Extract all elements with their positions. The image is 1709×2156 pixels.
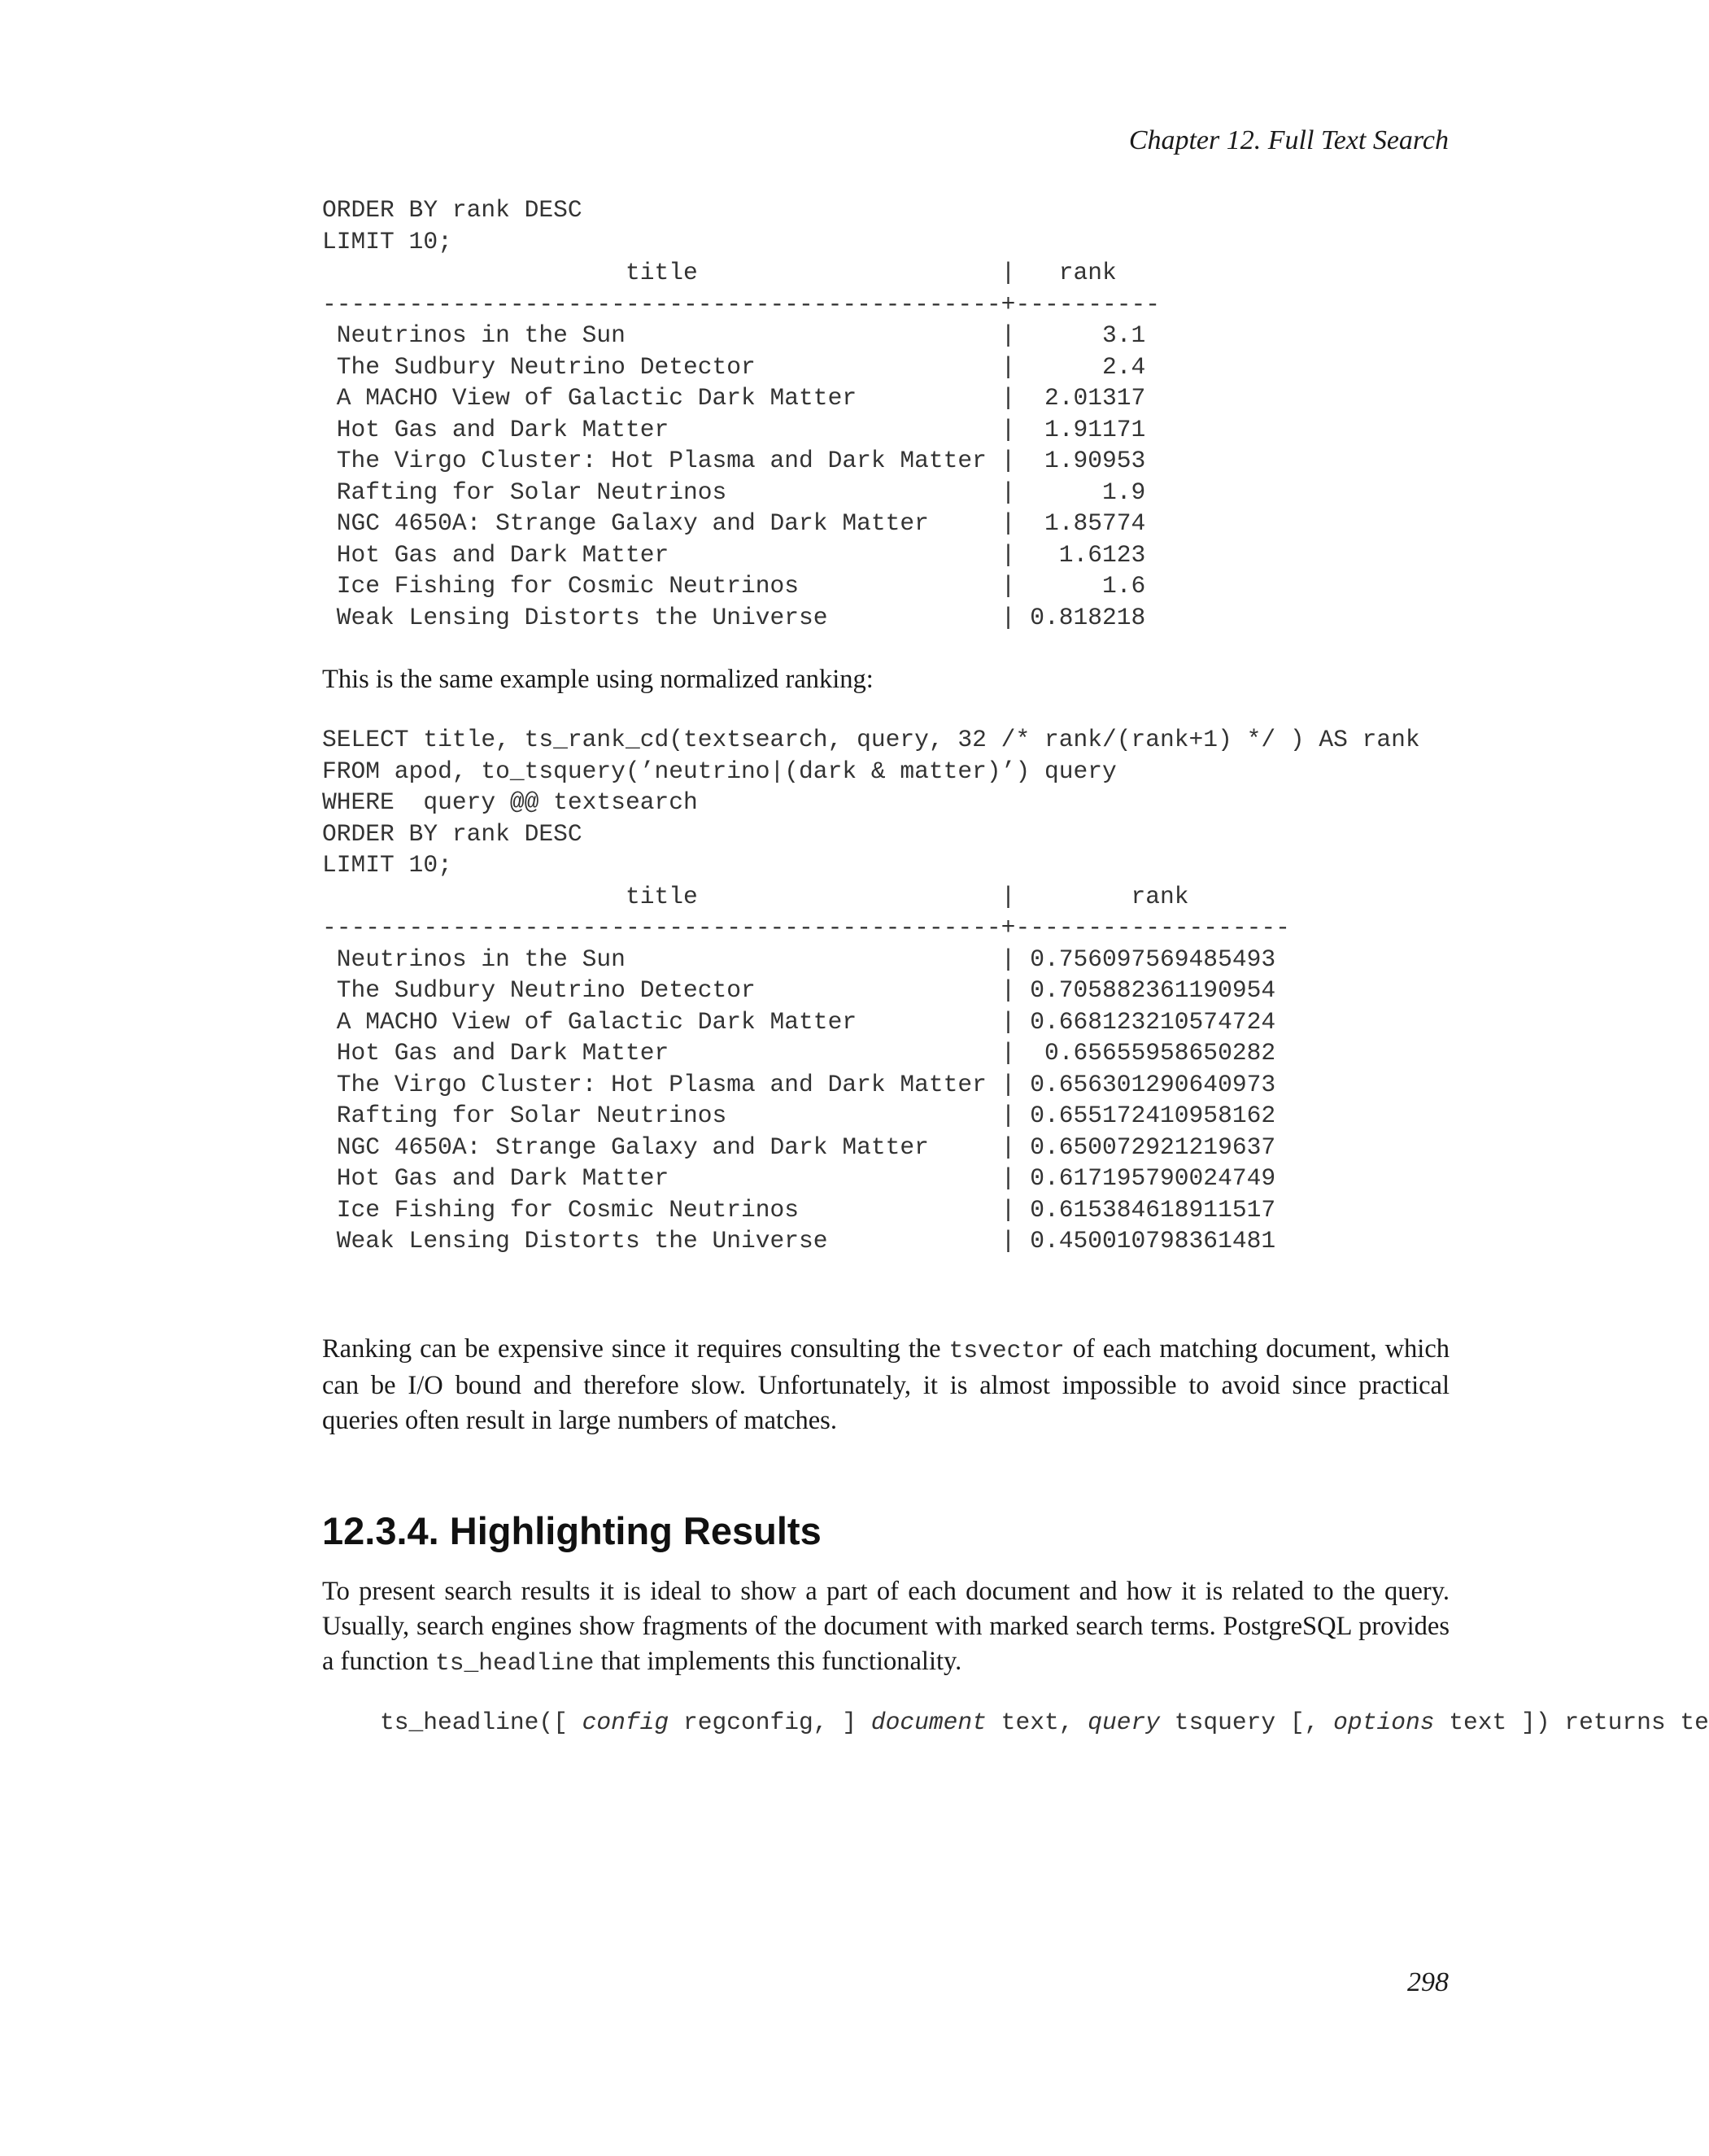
code-line: A MACHO View of Galactic Dark Matter | 2.01317 <box>322 384 1146 412</box>
code-line: Hot Gas and Dark Matter | 1.91171 <box>322 415 1146 443</box>
synopsis-param: options <box>1333 1709 1435 1736</box>
synopsis-text: text ]) returns te <box>1434 1709 1709 1736</box>
code-line: LIMIT 10; <box>322 851 452 879</box>
code-line: Weak Lensing Distorts the Universe | 0.450010798361481 <box>322 1227 1276 1255</box>
synopsis-param: document <box>870 1709 987 1736</box>
page-number: 298 <box>1407 1967 1449 1997</box>
function-synopsis <box>380 1707 1709 1739</box>
code-line: The Virgo Cluster: Hot Plasma and Dark Matter | 1.90953 <box>322 447 1146 474</box>
code-line: The Virgo Cluster: Hot Plasma and Dark Matter | 0.656301290640973 <box>322 1070 1276 1098</box>
code-line: The Sudbury Neutrino Detector | 0.705882361190954 <box>322 976 1276 1004</box>
synopsis-param: config <box>582 1709 669 1736</box>
synopsis-text: regconfig, ] <box>669 1709 871 1736</box>
code-line: -----------------------------------------------+---------- <box>322 290 1161 318</box>
code-block-normalized-ranking <box>322 724 1420 1257</box>
synopsis-text: tsquery [, <box>1160 1709 1334 1736</box>
section-heading: 12.3.4. Highlighting Results <box>322 1509 822 1552</box>
paragraph-text: Ranking can be expensive since it requires consulting the <box>322 1334 949 1364</box>
code-line: Hot Gas and Dark Matter | 1.6123 <box>322 540 1146 569</box>
paragraph-text: that implements this functionality. <box>594 1647 962 1676</box>
code-line: NGC 4650A: Strange Galaxy and Dark Matter | 0.650072921219637 <box>322 1133 1276 1161</box>
code-line: title | rank <box>322 259 1117 286</box>
code-line: Ice Fishing for Cosmic Neutrinos | 1.6 <box>322 572 1146 600</box>
code-line: ORDER BY rank DESC <box>322 819 582 848</box>
body-paragraph <box>322 1574 1450 1681</box>
code-line: Rafting for Solar Neutrinos | 0.655172410958162 <box>322 1102 1276 1129</box>
code-line: Neutrinos in the Sun | 0.756097569485493 <box>322 945 1276 973</box>
code-line: Weak Lensing Distorts the Universe | 0.818218 <box>322 603 1146 631</box>
code-line: A MACHO View of Galactic Dark Matter | 0.668123210574724 <box>322 1007 1276 1036</box>
code-block-query-results <box>322 194 1160 633</box>
code-line: -----------------------------------------------+------------------- <box>322 914 1290 941</box>
body-paragraph: This is the same example using normalized ranking: <box>322 665 874 694</box>
synopsis-text: ts_headline([ <box>380 1709 582 1736</box>
code-line: Ice Fishing for Cosmic Neutrinos | 0.615384618911517 <box>322 1195 1276 1224</box>
synopsis-param: query <box>1088 1709 1161 1736</box>
code-line: Hot Gas and Dark Matter | 0.65655958650282 <box>322 1039 1276 1067</box>
code-line: Neutrinos in the Sun | 3.1 <box>322 321 1146 349</box>
running-header: Chapter 12. Full Text Search <box>1128 125 1449 155</box>
code-line: NGC 4650A: Strange Galaxy and Dark Matter | 1.85774 <box>322 509 1146 537</box>
code-line: ORDER BY rank DESC <box>322 196 582 224</box>
code-line: SELECT title, ts_rank_cd(textsearch, query, 32 /* rank/(rank+1) */ ) AS rank <box>322 726 1420 753</box>
paragraph-text: To present search results it is ideal to show a part of each document and how it is related to the query. Usually, search engines show fragments of the document with marked search terms. PostgreSQL provides a function <box>322 1577 1450 1676</box>
code-line: WHERE query @@ textsearch <box>322 788 698 816</box>
code-line: Hot Gas and Dark Matter | 0.617195790024749 <box>322 1164 1276 1192</box>
inline-code: tsvector <box>948 1337 1065 1364</box>
code-line: LIMIT 10; <box>322 227 452 255</box>
code-line: FROM apod, to_tsquery(’neutrino|(dark & matter)’) query <box>322 757 1117 785</box>
code-line: The Sudbury Neutrino Detector | 2.4 <box>322 352 1146 381</box>
code-line: Rafting for Solar Neutrinos | 1.9 <box>322 478 1146 506</box>
paragraph-text: of each matching document, which can be I/O bound and therefore slow. Unfortunately, it is almost impossible to avoid since practical queries often result in large numbers of matches. <box>322 1334 1450 1435</box>
inline-code: ts_headline <box>434 1649 595 1677</box>
code-line: title | rank <box>322 882 1189 910</box>
synopsis-text: text, <box>986 1709 1088 1736</box>
body-paragraph <box>322 1332 1450 1438</box>
